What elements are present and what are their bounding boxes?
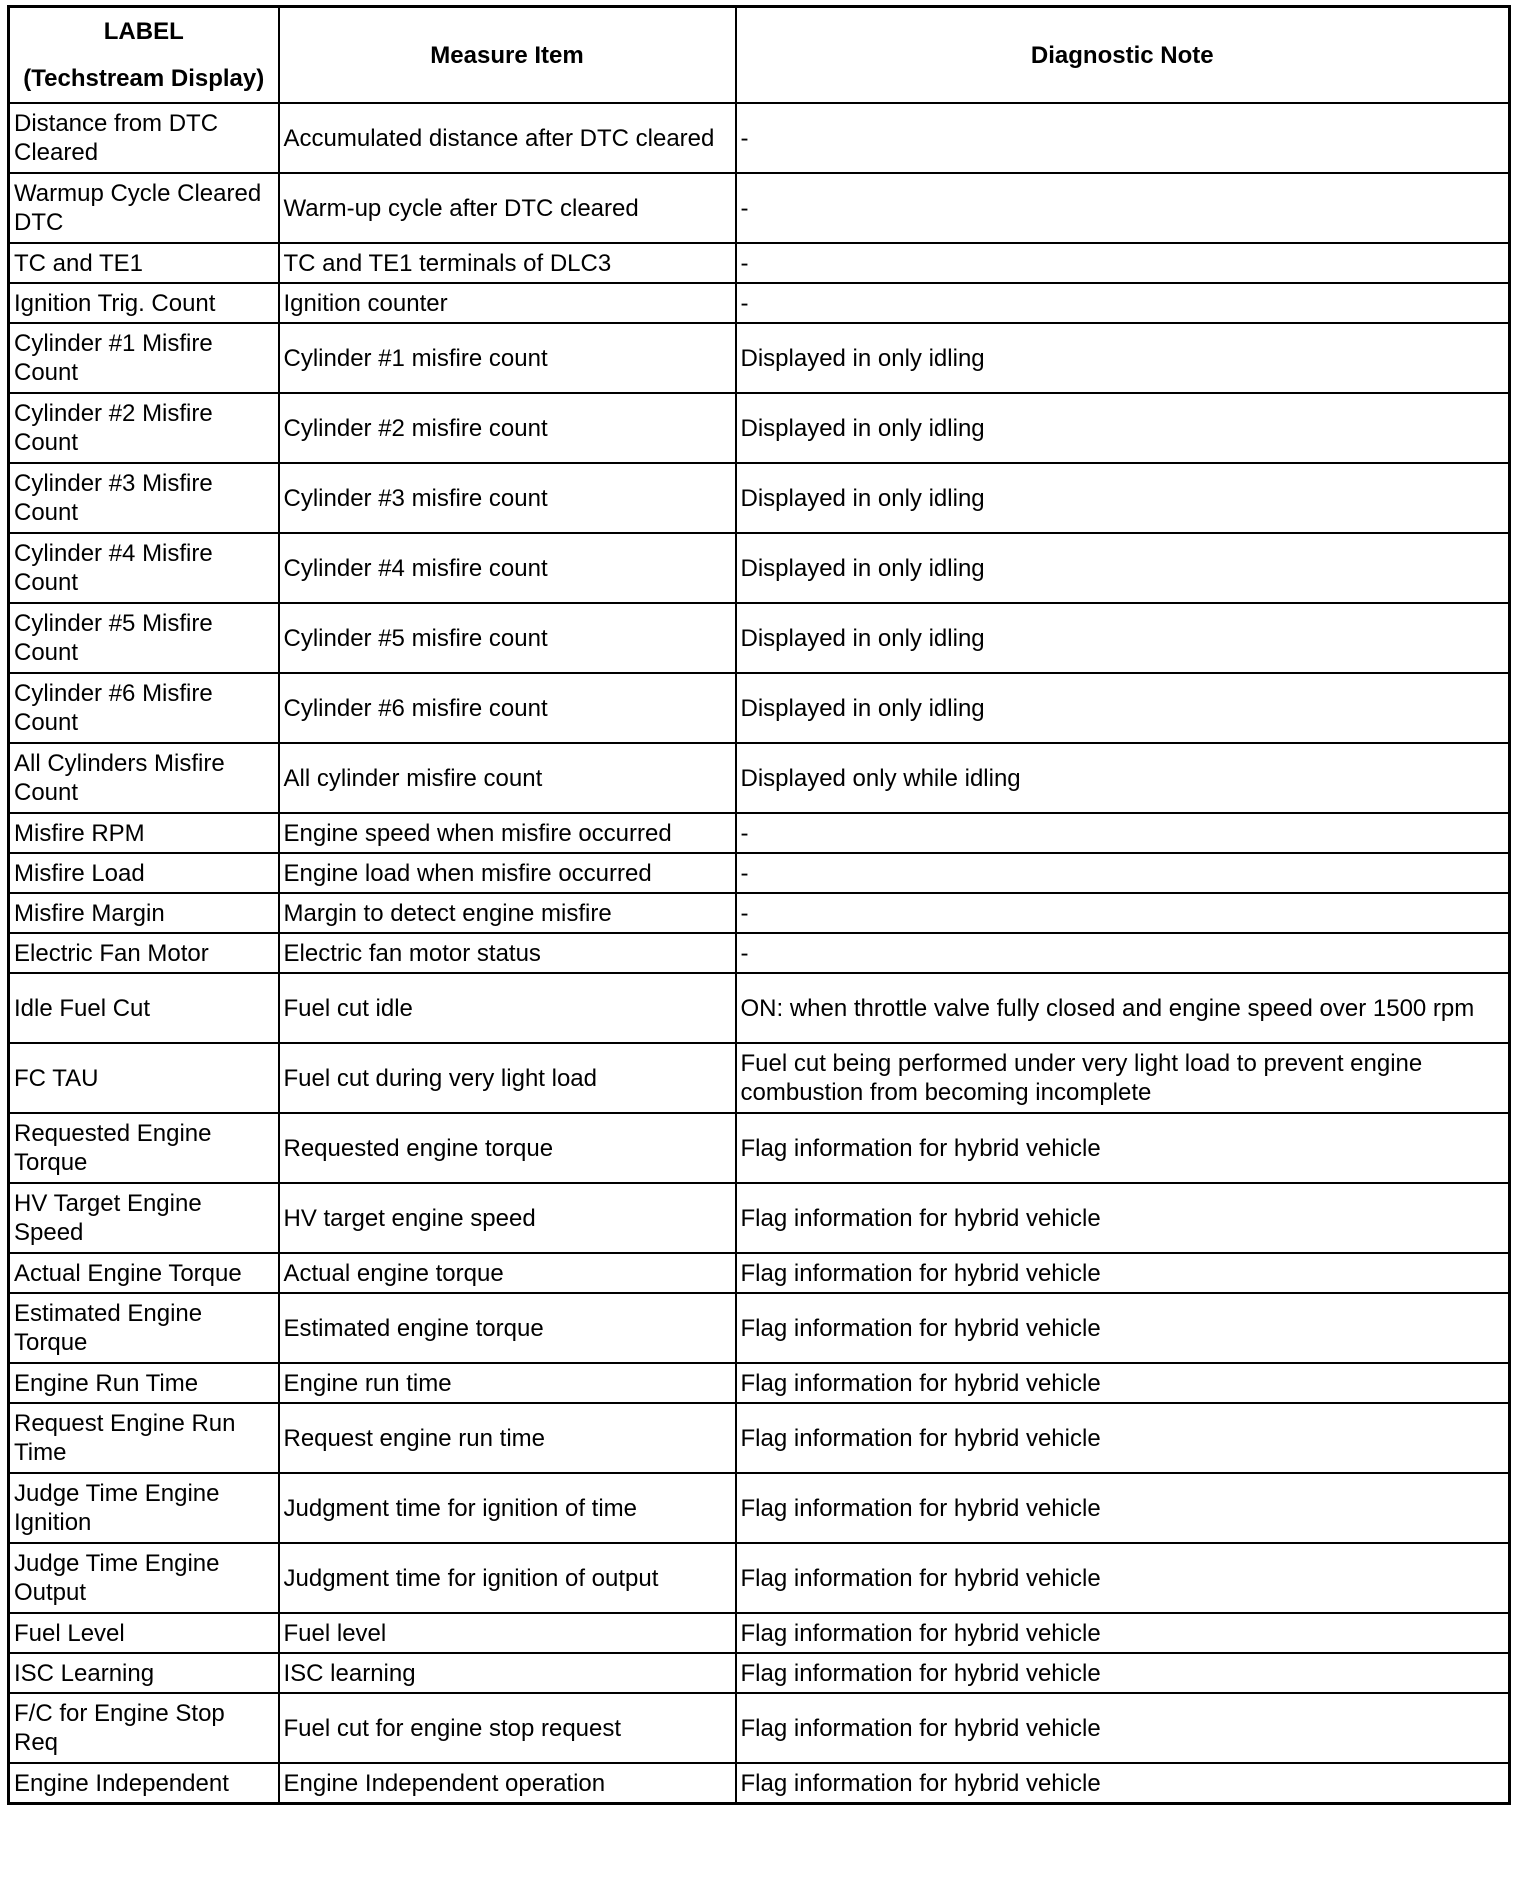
- measure-item-cell: Requested engine torque: [279, 1113, 736, 1183]
- table-row: [9, 393, 1510, 463]
- table-row: [9, 1693, 1510, 1763]
- label-cell: Requested Engine Torque: [9, 1113, 279, 1183]
- label-cell: Judge Time Engine Ignition: [9, 1473, 279, 1543]
- label-cell: Ignition Trig. Count: [9, 283, 279, 323]
- label-header-line1: LABEL: [103, 18, 184, 45]
- diagnostic-note-cell: Displayed in only idling: [736, 673, 1510, 743]
- label-cell: Engine Independent: [9, 1763, 279, 1804]
- diagnostic-note-cell: Flag information for hybrid vehicle: [736, 1613, 1510, 1653]
- diagnostic-table-sheet: [7, 5, 1511, 1805]
- table-row: [9, 243, 1510, 283]
- diagnostic-note-cell: Flag information for hybrid vehicle: [736, 1543, 1510, 1613]
- label-cell: FC TAU: [9, 1043, 279, 1113]
- label-cell: Misfire Load: [9, 853, 279, 893]
- label-cell: Engine Run Time: [9, 1363, 279, 1403]
- measure-item-cell: Warm-up cycle after DTC cleared: [279, 173, 736, 243]
- label-cell: TC and TE1: [9, 243, 279, 283]
- measure-item-cell: Fuel cut for engine stop request: [279, 1693, 736, 1763]
- label-cell: Electric Fan Motor: [9, 933, 279, 973]
- measure-item-cell: Fuel cut during very light load: [279, 1043, 736, 1113]
- diagnostic-note-cell: Flag information for hybrid vehicle: [736, 1403, 1510, 1473]
- measure-item-cell: TC and TE1 terminals of DLC3: [279, 243, 736, 283]
- table-row: [9, 1473, 1510, 1543]
- measure-item-cell: Cylinder #3 misfire count: [279, 463, 736, 533]
- measure-item-cell: Cylinder #2 misfire count: [279, 393, 736, 463]
- measure-item-cell: HV target engine speed: [279, 1183, 736, 1253]
- label-header-line2: (Techstream Display): [23, 65, 265, 92]
- measure-item-cell: Engine load when misfire occurred: [279, 853, 736, 893]
- table-row: [9, 743, 1510, 813]
- measure-item-cell: Ignition counter: [279, 283, 736, 323]
- diagnostic-note-cell: Flag information for hybrid vehicle: [736, 1653, 1510, 1693]
- table-row: [9, 1253, 1510, 1293]
- diagnostic-note-cell: Flag information for hybrid vehicle: [736, 1363, 1510, 1403]
- diagnostic-note-cell: -: [736, 933, 1510, 973]
- note-column-header: Diagnostic Note: [736, 7, 1510, 104]
- diagnostic-note-cell: Displayed in only idling: [736, 463, 1510, 533]
- label-cell: HV Target Engine Speed: [9, 1183, 279, 1253]
- label-cell: Estimated Engine Torque: [9, 1293, 279, 1363]
- diagnostic-data-table: [7, 5, 1511, 1805]
- measure-item-cell: ISC learning: [279, 1653, 736, 1693]
- measure-item-cell: Fuel cut idle: [279, 973, 736, 1043]
- diagnostic-note-cell: -: [736, 813, 1510, 853]
- diagnostic-note-cell: Flag information for hybrid vehicle: [736, 1183, 1510, 1253]
- table-row: [9, 1763, 1510, 1804]
- table-row: [9, 1653, 1510, 1693]
- label-cell: Misfire RPM: [9, 813, 279, 853]
- measure-item-cell: Actual engine torque: [279, 1253, 736, 1293]
- label-cell: Cylinder #1 Misfire Count: [9, 323, 279, 393]
- table-row: [9, 973, 1510, 1043]
- table-header-row: [9, 7, 1510, 104]
- diagnostic-note-cell: Flag information for hybrid vehicle: [736, 1693, 1510, 1763]
- diagnostic-note-cell: -: [736, 893, 1510, 933]
- table-row: [9, 533, 1510, 603]
- label-cell: Cylinder #5 Misfire Count: [9, 603, 279, 673]
- table-row: [9, 893, 1510, 933]
- table-row: [9, 1183, 1510, 1253]
- measure-item-cell: Cylinder #1 misfire count: [279, 323, 736, 393]
- label-cell: Request Engine Run Time: [9, 1403, 279, 1473]
- label-cell: Cylinder #3 Misfire Count: [9, 463, 279, 533]
- measure-item-cell: Cylinder #4 misfire count: [279, 533, 736, 603]
- label-cell: Fuel Level: [9, 1613, 279, 1653]
- table-row: [9, 1363, 1510, 1403]
- diagnostic-note-cell: -: [736, 103, 1510, 173]
- table-row: [9, 103, 1510, 173]
- table-row: [9, 1043, 1510, 1113]
- label-cell: Misfire Margin: [9, 893, 279, 933]
- table-row: [9, 323, 1510, 393]
- measure-item-cell: Cylinder #5 misfire count: [279, 603, 736, 673]
- diagnostic-note-cell: Displayed in only idling: [736, 393, 1510, 463]
- table-row: [9, 853, 1510, 893]
- diagnostic-note-cell: Flag information for hybrid vehicle: [736, 1763, 1510, 1804]
- table-body: [9, 103, 1510, 1804]
- label-cell: Idle Fuel Cut: [9, 973, 279, 1043]
- measure-item-cell: All cylinder misfire count: [279, 743, 736, 813]
- label-cell: Cylinder #2 Misfire Count: [9, 393, 279, 463]
- table-row: [9, 933, 1510, 973]
- label-cell: Judge Time Engine Output: [9, 1543, 279, 1613]
- table-row: [9, 1403, 1510, 1473]
- table-row: [9, 1113, 1510, 1183]
- table-row: [9, 463, 1510, 533]
- label-cell: Warmup Cycle Cleared DTC: [9, 173, 279, 243]
- diagnostic-note-cell: Displayed in only idling: [736, 533, 1510, 603]
- diagnostic-note-cell: ON: when throttle valve fully closed and engine speed over 1500 rpm: [736, 973, 1510, 1043]
- measure-item-cell: Electric fan motor status: [279, 933, 736, 973]
- measure-column-header: Measure Item: [279, 7, 736, 104]
- diagnostic-note-cell: -: [736, 853, 1510, 893]
- diagnostic-note-cell: -: [736, 283, 1510, 323]
- measure-item-cell: Judgment time for ignition of output: [279, 1543, 736, 1613]
- table-row: [9, 1293, 1510, 1363]
- measure-item-cell: Fuel level: [279, 1613, 736, 1653]
- table-row: [9, 1613, 1510, 1653]
- table-row: [9, 173, 1510, 243]
- measure-item-cell: Accumulated distance after DTC cleared: [279, 103, 736, 173]
- diagnostic-note-cell: -: [736, 173, 1510, 243]
- diagnostic-note-cell: Flag information for hybrid vehicle: [736, 1253, 1510, 1293]
- label-cell: Cylinder #6 Misfire Count: [9, 673, 279, 743]
- table-row: [9, 813, 1510, 853]
- label-cell: All Cylinders Misfire Count: [9, 743, 279, 813]
- label-cell: Cylinder #4 Misfire Count: [9, 533, 279, 603]
- table-row: [9, 283, 1510, 323]
- measure-item-cell: Engine Independent operation: [279, 1763, 736, 1804]
- measure-item-cell: Estimated engine torque: [279, 1293, 736, 1363]
- measure-item-cell: Judgment time for ignition of time: [279, 1473, 736, 1543]
- diagnostic-note-cell: Displayed in only idling: [736, 323, 1510, 393]
- diagnostic-note-cell: Fuel cut being performed under very light load to prevent engine combustion from becoming incomplete: [736, 1043, 1510, 1113]
- label-cell: Actual Engine Torque: [9, 1253, 279, 1293]
- table-row: [9, 673, 1510, 743]
- measure-item-cell: Engine speed when misfire occurred: [279, 813, 736, 853]
- table-row: [9, 603, 1510, 673]
- measure-item-cell: Request engine run time: [279, 1403, 736, 1473]
- label-cell: ISC Learning: [9, 1653, 279, 1693]
- diagnostic-note-cell: Flag information for hybrid vehicle: [736, 1293, 1510, 1363]
- label-column-header: [9, 7, 279, 104]
- diagnostic-note-cell: Displayed in only idling: [736, 603, 1510, 673]
- diagnostic-note-cell: -: [736, 243, 1510, 283]
- measure-item-cell: Margin to detect engine misfire: [279, 893, 736, 933]
- diagnostic-note-cell: Flag information for hybrid vehicle: [736, 1473, 1510, 1543]
- label-cell: F/C for Engine Stop Req: [9, 1693, 279, 1763]
- table-row: [9, 1543, 1510, 1613]
- diagnostic-note-cell: Flag information for hybrid vehicle: [736, 1113, 1510, 1183]
- measure-item-cell: Engine run time: [279, 1363, 736, 1403]
- diagnostic-note-cell: Displayed only while idling: [736, 743, 1510, 813]
- measure-item-cell: Cylinder #6 misfire count: [279, 673, 736, 743]
- label-cell: Distance from DTC Cleared: [9, 103, 279, 173]
